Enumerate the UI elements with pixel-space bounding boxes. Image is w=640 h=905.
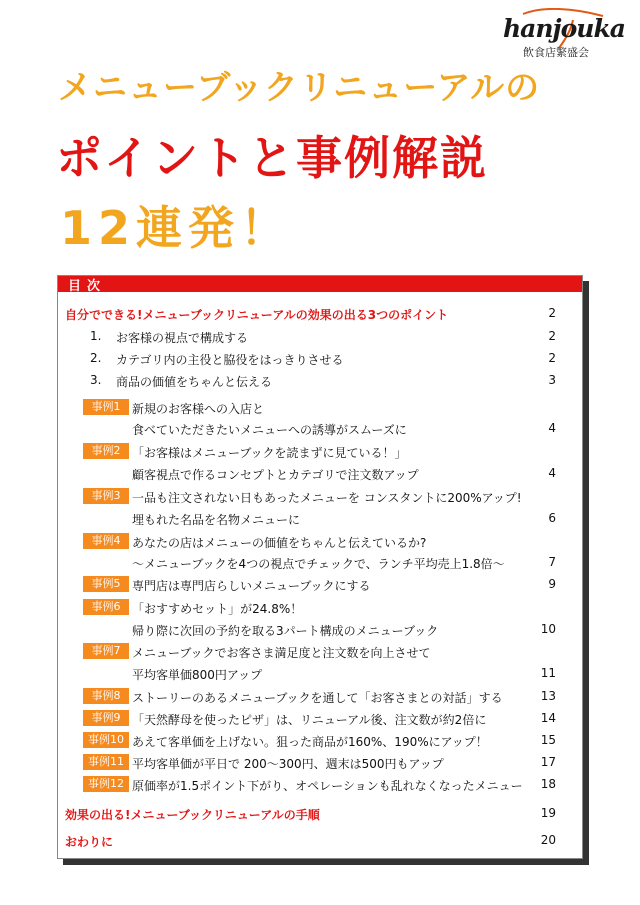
toc-heading: 目次 xyxy=(68,279,107,294)
case-title-line-2: 帰り際に次回の予約を取る3パート構成のメニューブック xyxy=(132,624,439,638)
toc-page-number: 20 xyxy=(540,833,556,847)
toc-page-number: 19 xyxy=(540,806,556,820)
toc-section-2[interactable] xyxy=(58,804,582,824)
title-line-2: ポイントと事例解説 xyxy=(56,131,488,185)
toc-page-number: 10 xyxy=(540,622,556,636)
toc-case-3-cont[interactable] xyxy=(58,509,582,529)
case-title-line-1: 「天然酵母を使ったピザ」は、リニューアル後、注文数が約2倍に xyxy=(132,713,487,727)
case-title-line-2: 埋もれた名品を名物メニューに xyxy=(132,513,301,527)
case-badge: 事例3 xyxy=(83,488,129,504)
toc-page-number: 4 xyxy=(548,466,556,480)
toc-case-11[interactable] xyxy=(58,753,582,773)
toc-case-12[interactable] xyxy=(58,775,582,795)
logo-brand: hanjouka xyxy=(503,14,625,43)
toc-case-4-cont[interactable] xyxy=(58,553,582,573)
toc-page-number: 13 xyxy=(540,689,556,703)
toc-point-number: 1. xyxy=(90,329,102,343)
case-title-line-2: 平均客単価800円アップ xyxy=(132,668,263,682)
case-title-line-1: 「おすすめセット」が24.8%！ xyxy=(132,602,303,616)
toc-section-title: 効果の出る!メニューブックリニューアルの手順 xyxy=(65,808,320,822)
toc-page-number: 18 xyxy=(540,777,556,791)
case-title-line-1: 専門店は専門店らしいメニューブックにする xyxy=(132,579,371,593)
table-of-contents xyxy=(57,275,583,859)
toc-case-8[interactable] xyxy=(58,687,582,707)
toc-case-6-cont[interactable] xyxy=(58,620,582,640)
toc-case-5[interactable] xyxy=(58,575,582,595)
toc-point-number: 2. xyxy=(90,351,102,365)
toc-case-3[interactable] xyxy=(58,487,582,507)
toc-case-2[interactable] xyxy=(58,442,582,462)
toc-point-3[interactable] xyxy=(58,371,582,391)
case-badge: 事例10 xyxy=(83,732,129,748)
toc-page-number: 14 xyxy=(540,711,556,725)
case-badge: 事例9 xyxy=(83,710,129,726)
case-badge: 事例7 xyxy=(83,643,129,659)
logo-subtitle: 飲食店繁盛会 xyxy=(523,46,589,59)
toc-page-number: 6 xyxy=(548,511,556,525)
case-title-line-1: あえて客単価を上げない。狙った商品が160%、190%にアップ！ xyxy=(132,735,488,749)
case-title-line-1: 「お客様はメニューブックを読まずに見ている！」 xyxy=(132,446,407,460)
toc-page-number: 11 xyxy=(540,666,556,680)
title-line-1: メニューブックリニューアルの xyxy=(58,68,541,108)
toc-case-1-cont[interactable] xyxy=(58,419,582,439)
toc-case-9[interactable] xyxy=(58,709,582,729)
case-badge: 事例8 xyxy=(83,688,129,704)
toc-point-1[interactable] xyxy=(58,327,582,347)
case-title-line-2: 顧客視点で作るコンセプトとカテゴリで注文数アップ xyxy=(132,468,419,482)
toc-header-bar xyxy=(58,276,582,292)
case-title-line-1: あなたの店はメニューの価値をちゃんと伝えているか? xyxy=(132,536,427,550)
title-line-3: 12連発！ xyxy=(60,201,293,255)
toc-section-3[interactable] xyxy=(58,831,582,851)
case-title-line-1: 新規のお客様への入店と xyxy=(132,402,265,416)
toc-point-title: 商品の価値をちゃんと伝える xyxy=(116,375,273,389)
toc-page-number: 7 xyxy=(548,555,556,569)
case-badge: 事例12 xyxy=(83,776,129,792)
toc-section-1[interactable] xyxy=(58,304,582,324)
case-title-line-1: メニューブックでお客さま満足度と注文数を向上させて xyxy=(132,646,431,660)
case-badge: 事例4 xyxy=(83,533,129,549)
toc-page-number: 15 xyxy=(540,733,556,747)
toc-case-10[interactable] xyxy=(58,731,582,751)
toc-page-number: 4 xyxy=(548,421,556,435)
toc-page-number: 2 xyxy=(548,329,556,343)
toc-case-7-cont[interactable] xyxy=(58,664,582,684)
toc-point-title: お客様の視点で構成する xyxy=(116,331,249,345)
case-badge: 事例2 xyxy=(83,443,129,459)
case-title-line-1: 一品も注文されない日もあったメニューを コンスタントに200%アップ! xyxy=(132,491,522,505)
toc-point-title: カテゴリ内の主役と脇役をはっきりさせる xyxy=(116,353,344,367)
toc-page-number: 3 xyxy=(548,373,556,387)
case-title-line-1: ストーリーのあるメニューブックを通して「お客さまとの対話」する xyxy=(132,691,503,705)
case-title-line-1: 原価率が1.5ポイント下がり、オペレーションも乱れなくなったメニュー xyxy=(132,779,523,793)
toc-case-1[interactable] xyxy=(58,398,582,418)
logo xyxy=(503,8,625,60)
toc-point-number: 3. xyxy=(90,373,102,387)
toc-page-number: 2 xyxy=(548,351,556,365)
toc-case-2-cont[interactable] xyxy=(58,464,582,484)
toc-section-title: 自分でできる!メニューブックリニューアルの効果の出る3つのポイント xyxy=(65,308,449,322)
toc-page-number: 2 xyxy=(548,306,556,320)
toc-section-title: おわりに xyxy=(65,835,114,849)
case-badge: 事例11 xyxy=(83,754,129,770)
toc-page-number: 9 xyxy=(548,577,556,591)
toc-point-2[interactable] xyxy=(58,349,582,369)
case-title-line-2: 〜メニューブックを4つの視点でチェックで、ランチ平均売上1.8倍〜 xyxy=(132,557,505,571)
case-title-line-2: 食べていただきたいメニューへの誘導がスムーズに xyxy=(132,423,407,437)
toc-case-7[interactable] xyxy=(58,642,582,662)
case-badge: 事例1 xyxy=(83,399,129,415)
toc-case-4[interactable] xyxy=(58,532,582,552)
case-badge: 事例5 xyxy=(83,576,129,592)
case-title-line-1: 平均客単価が平日で 200〜300円、週末は500円もアップ xyxy=(132,757,444,771)
toc-page-number: 17 xyxy=(540,755,556,769)
toc-case-6[interactable] xyxy=(58,598,582,618)
case-badge: 事例6 xyxy=(83,599,129,615)
